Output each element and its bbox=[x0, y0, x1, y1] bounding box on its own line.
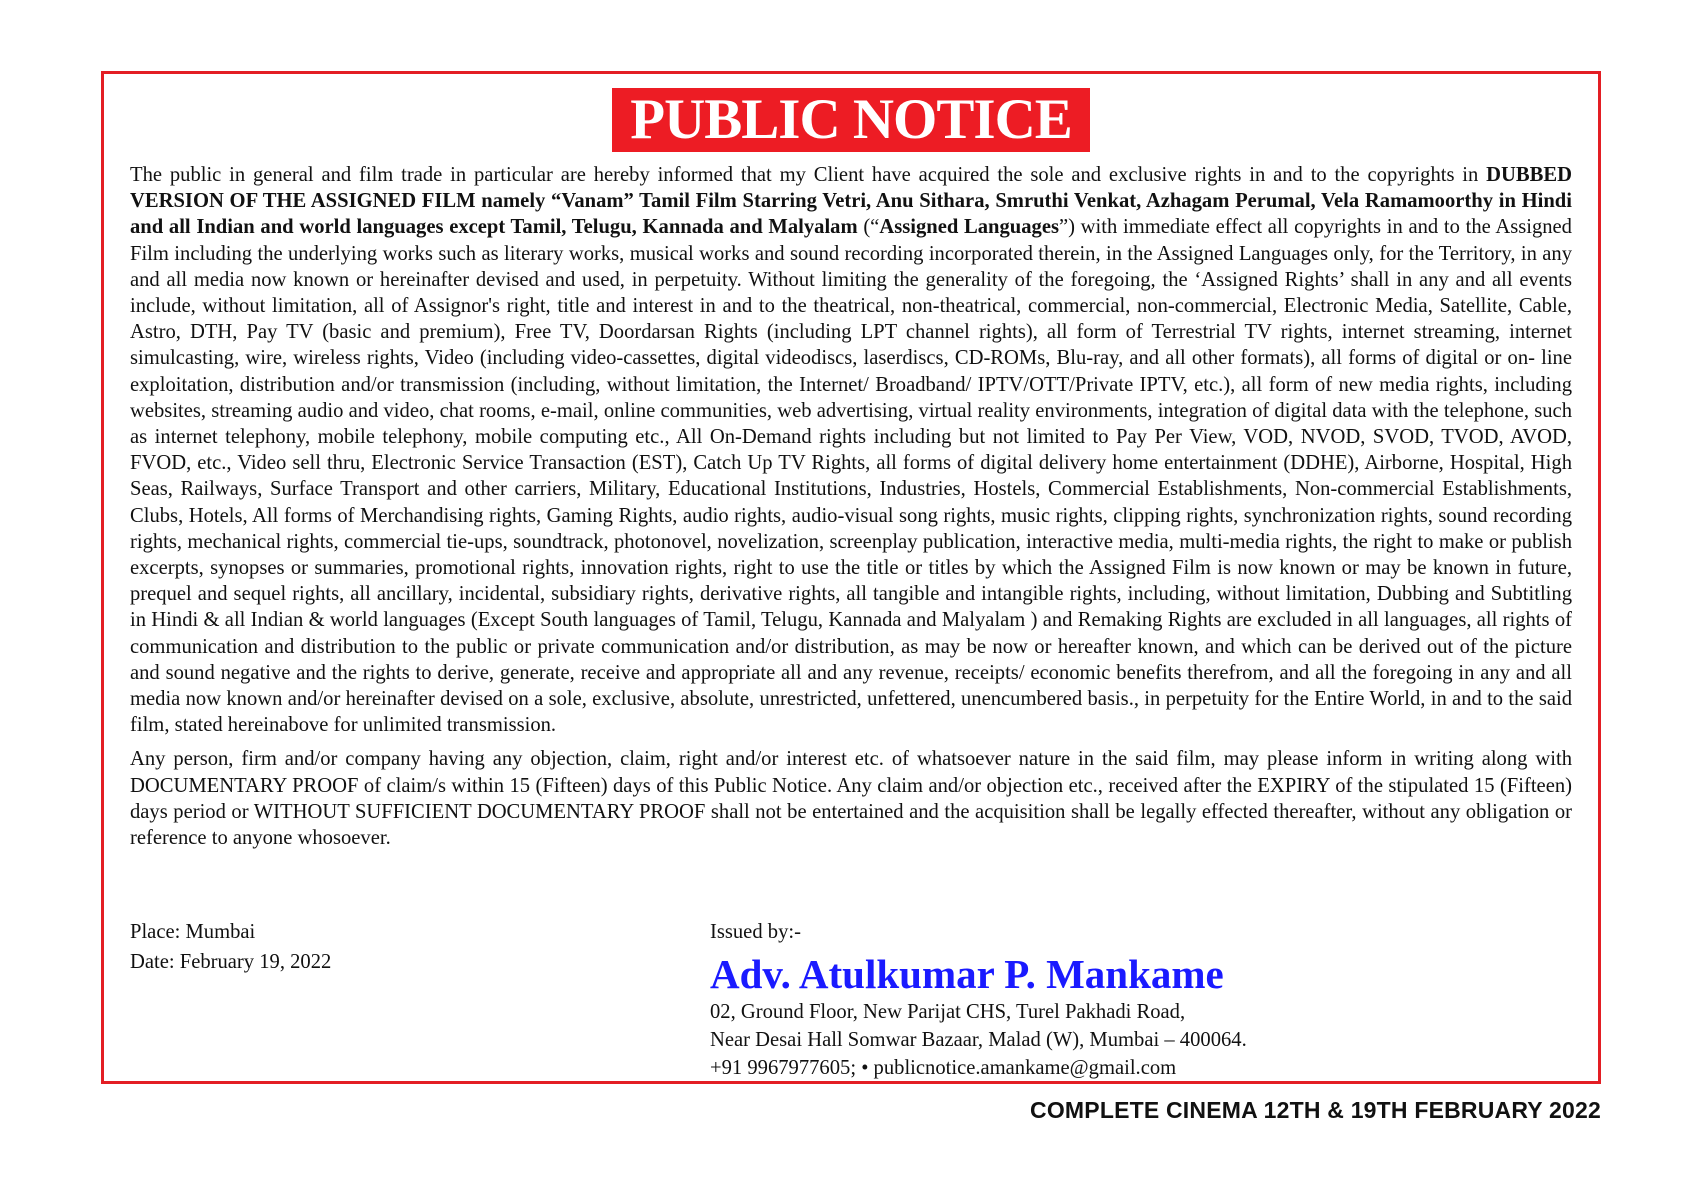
p1-assigned-languages: Assigned Languages bbox=[879, 216, 1059, 239]
publication-edition-line: COMPLETE CINEMA 12TH & 19TH FEBRUARY 2022 bbox=[1030, 1097, 1601, 1123]
notice-paragraph-1 bbox=[130, 162, 1572, 738]
place: Place: Mumbai bbox=[130, 921, 256, 943]
address-line-1: 02, Ground Floor, New Parijat CHS, Turel Pakhadi Road, bbox=[710, 1001, 1186, 1023]
issuer-block bbox=[710, 917, 1247, 1082]
title-wrapper bbox=[104, 88, 1598, 152]
notice-paragraph-2: Any person, firm and/or company having any objection, claim, right and/or interest etc. of whatsoever nature in the said film, may please inform in writing along with DOCUMENTARY PROOF of claim/s within 15 (Fifteen) days of this Public Notice. Any claim and/or objection etc., received after the EXPIRY of the stipulated 15 (Fifteen) days period or WITHOUT SUFFICIENT DOCUMENTARY PROOF shall not be entertained and the acquisition shall be legally effected thereafter, without any obligation or reference to anyone whosoever. bbox=[130, 748, 1572, 850]
p1-film-details: DUBBED VERSION OF THE ASSIGNED FILM namely “Vanam” Tamil Film Starring Vetri, Anu Sithara, Smruthi Venkat, Azhagam Perumal, Vela Ramamoorthy in Hindi and all Indian and world languages except Tamil, Telugu, Kannada and Malyalam bbox=[130, 164, 1572, 239]
p1-text-c: ”) with immediate effect all copyrights in and to the Assigned Film including the underlying works such as literary works, musical works and sound recording incorporated therein, in the Assigned Languages only, for the Territory, in any and all media now known or hereinafter devised and used, in perpetuity. Without limiting the generality of the foregoing, the ‘Assigned Rights’ shall in any and all events include, without limitation, all of Assignor's right, title and interest in and to the theatrical, non-theatrical, commercial, non-commercial, Electronic Media, Satellite, Cable, Astro, DTH, Pay TV (basic and premium), Free TV, Doordarsan Rights (including LPT channel rights), all form of Terrestrial TV rights, internet streaming, internet simulcasting, wire, wireless rights, Video (including video-cassettes, digital videodiscs, laserdiscs, CD-ROMs, Blu-ray, and all other formats), all forms of digital or on- line exploitation, distribution and/or transmission (including, without limitation, the Internet/ Broadband/ IPTV/OTT/Private IPTV, etc.), all form of new media rights, including websites, streaming audio and video, chat rooms, e-mail, online communities, web advertising, virtual reality environments, integration of digital data with the telephone, such as internet telephony, mobile telephony, mobile computing etc., All On-Demand rights including but not limited to Pay Per View, VOD, NVOD, SVOD, TVOD, AVOD, FVOD, etc., Video sell thru, Electronic Service Transaction (EST), Catch Up TV Rights, all forms of digital delivery home entertainment (DDHE), Airborne, Hospital, High Seas, Railways, Surface Transport and other carriers, Military, Educational Institutions, Industries, Hostels, Commercial Establishments, Non-commercial Establishments, Clubs, Hotels, All forms of Merchandising rights, Gaming Rights, audio rights, audio-visual song rights, music rights, clipping rights, synchronization rights, sound recording rights, mechanical rights, commercial tie-ups, soundtrack, photonovel, novelization, screenplay publication, interactive media, multi-media rights, the right to make or publish excerpts, synopses or summaries, promotional rights, innovation rights, right to use the title or titles by which the Assigned Film is now known or may be known in future, prequel and sequel rights, all ancillary, incidental, subsidiary rights, derivative rights, all tangible and intangible rights, including, without limitation, Dubbing and Subtitling in Hindi & all Indian & world languages (Except South languages of Tamil, Telugu, Kannada and Malyalam ) and Remaking Rights are excluded in all languages, all rights of communication and distribution to the public or private communication and/or distribution, as may be now or hereafter known, and which can be derived out of the picture and sound negative and the rights to derive, generate, receive and appropriate all and any revenue, receipts/ economic benefits therefrom, and all the foregoing in any and all media now known and/or hereinafter devised on a sole, exclusive, absolute, unrestricted, unfettered, unencumbered basis., in perpetuity for the Entire World, in and to the said film, stated hereinabove for unlimited transmission. bbox=[130, 216, 1572, 737]
notice-title: PUBLIC NOTICE bbox=[612, 88, 1090, 152]
advocate-name: Adv. Atulkumar P. Mankame bbox=[710, 951, 1224, 997]
p1-text-a: The public in general and film trade in particular are hereby informed that my Client have acquired the sole and exclusive rights in and to the copyrights in bbox=[130, 164, 1487, 186]
p1-text-b: (“ bbox=[857, 216, 880, 239]
public-notice-box bbox=[101, 71, 1601, 1084]
contact-line: +91 9967977605; • publicnotice.amankame@gmail.com bbox=[710, 1057, 1177, 1079]
address-line-2: Near Desai Hall Somwar Bazaar, Malad (W), Mumbai – 400064. bbox=[710, 1029, 1247, 1051]
notice-body bbox=[130, 162, 1572, 859]
place-date-block bbox=[130, 917, 331, 977]
issued-by-label: Issued by:- bbox=[710, 921, 801, 943]
date: Date: February 19, 2022 bbox=[130, 951, 332, 973]
